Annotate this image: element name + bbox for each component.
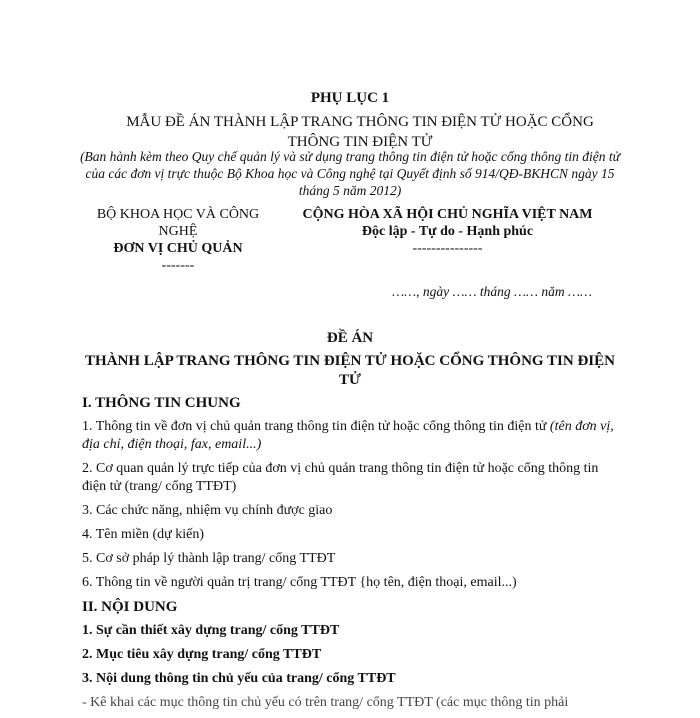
general-info-item-1: [82, 418, 622, 454]
content-item-1: 1. Sự cần thiết xây dựng trang/ cổng TTĐT: [82, 623, 340, 638]
document-body: [82, 394, 622, 718]
section-heading-content: II. NỘI DUNG: [82, 599, 178, 615]
content-item-2: 2. Mục tiêu xây dựng trang/ cổng TTĐT: [82, 647, 322, 662]
left-separator: -------: [161, 258, 195, 273]
issuance-note: (Ban hành kèm theo Quy chế quản lý và sử dụng trang thông tin điện tử hoặc cổng thông tin điện tử của các đơn vị trực thuộc Bộ Khoa học và Công nghệ tại Quyết định số 914/QĐ-BKHCN ngày 15 tháng 5 năm 2012): [80, 149, 620, 198]
general-info-item-2: 2. Cơ quan quản lý trực tiếp của đơn vị chủ quản trang thông tin điện tử hoặc cổng thông tin điện tử (trang/ cổng TTĐT): [82, 461, 599, 494]
issuing-unit-block: [78, 206, 278, 274]
general-info-item-4: 4. Tên miền (dự kiến): [82, 527, 205, 542]
appendix-title: PHỤ LỤC 1: [310, 90, 390, 106]
proposal-subtitle: THÀNH LẬP TRANG THÔNG TIN ĐIỆN TỬ HOẶC CỔNG THÔNG TIN ĐIỆN TỬ: [85, 353, 615, 388]
item-1-text: 1. Thông tin về đơn vị chủ quản trang thông tin điện tử hoặc cổng thông tin điện tử: [82, 419, 550, 434]
national-title: CỘNG HÒA XÃ HỘI CHỦ NGHĨA VIỆT NAM: [302, 207, 593, 222]
ministry-name: BỘ KHOA HỌC VÀ CÔNG NGHỆ: [96, 207, 260, 239]
proposal-title: ĐỀ ÁN: [326, 330, 374, 346]
content-item-3: 3. Nội dung thông tin chủ yếu của trang/ cổng TTĐT: [82, 671, 396, 686]
section-heading-general-info: I. THÔNG TIN CHUNG: [82, 395, 241, 411]
national-motto: Độc lập - Tự do - Hạnh phúc: [361, 224, 534, 239]
item-1-note: (tên đơn vị, địa chỉ, điện thoại, fax, email...): [82, 419, 614, 452]
general-info-item-3: 3. Các chức năng, nhiệm vụ chính được giao: [82, 503, 333, 518]
form-title: MẪU ĐỀ ÁN THÀNH LẬP TRANG THÔNG TIN ĐIỆN TỬ HOẶC CỔNG THÔNG TIN ĐIỆN TỬ: [126, 114, 594, 150]
managing-unit-label: ĐƠN VỊ CHỦ QUẢN: [113, 241, 243, 256]
general-info-item-6: 6. Thông tin về người quản trị trang/ cổng TTĐT {họ tên, điện thoại, email...): [82, 575, 517, 590]
content-item-3-detail: - Kê khai các mục thông tin chủ yếu có trên trang/ cổng TTĐT (các mục thông tin phải: [82, 695, 569, 710]
national-header-block: [270, 206, 625, 257]
right-separator: ---------------: [412, 241, 483, 256]
general-info-item-5: 5. Cơ sở pháp lý thành lập trang/ cổng TTĐT: [82, 551, 336, 566]
date-line: ……, ngày …… tháng …… năm ……: [392, 284, 592, 299]
